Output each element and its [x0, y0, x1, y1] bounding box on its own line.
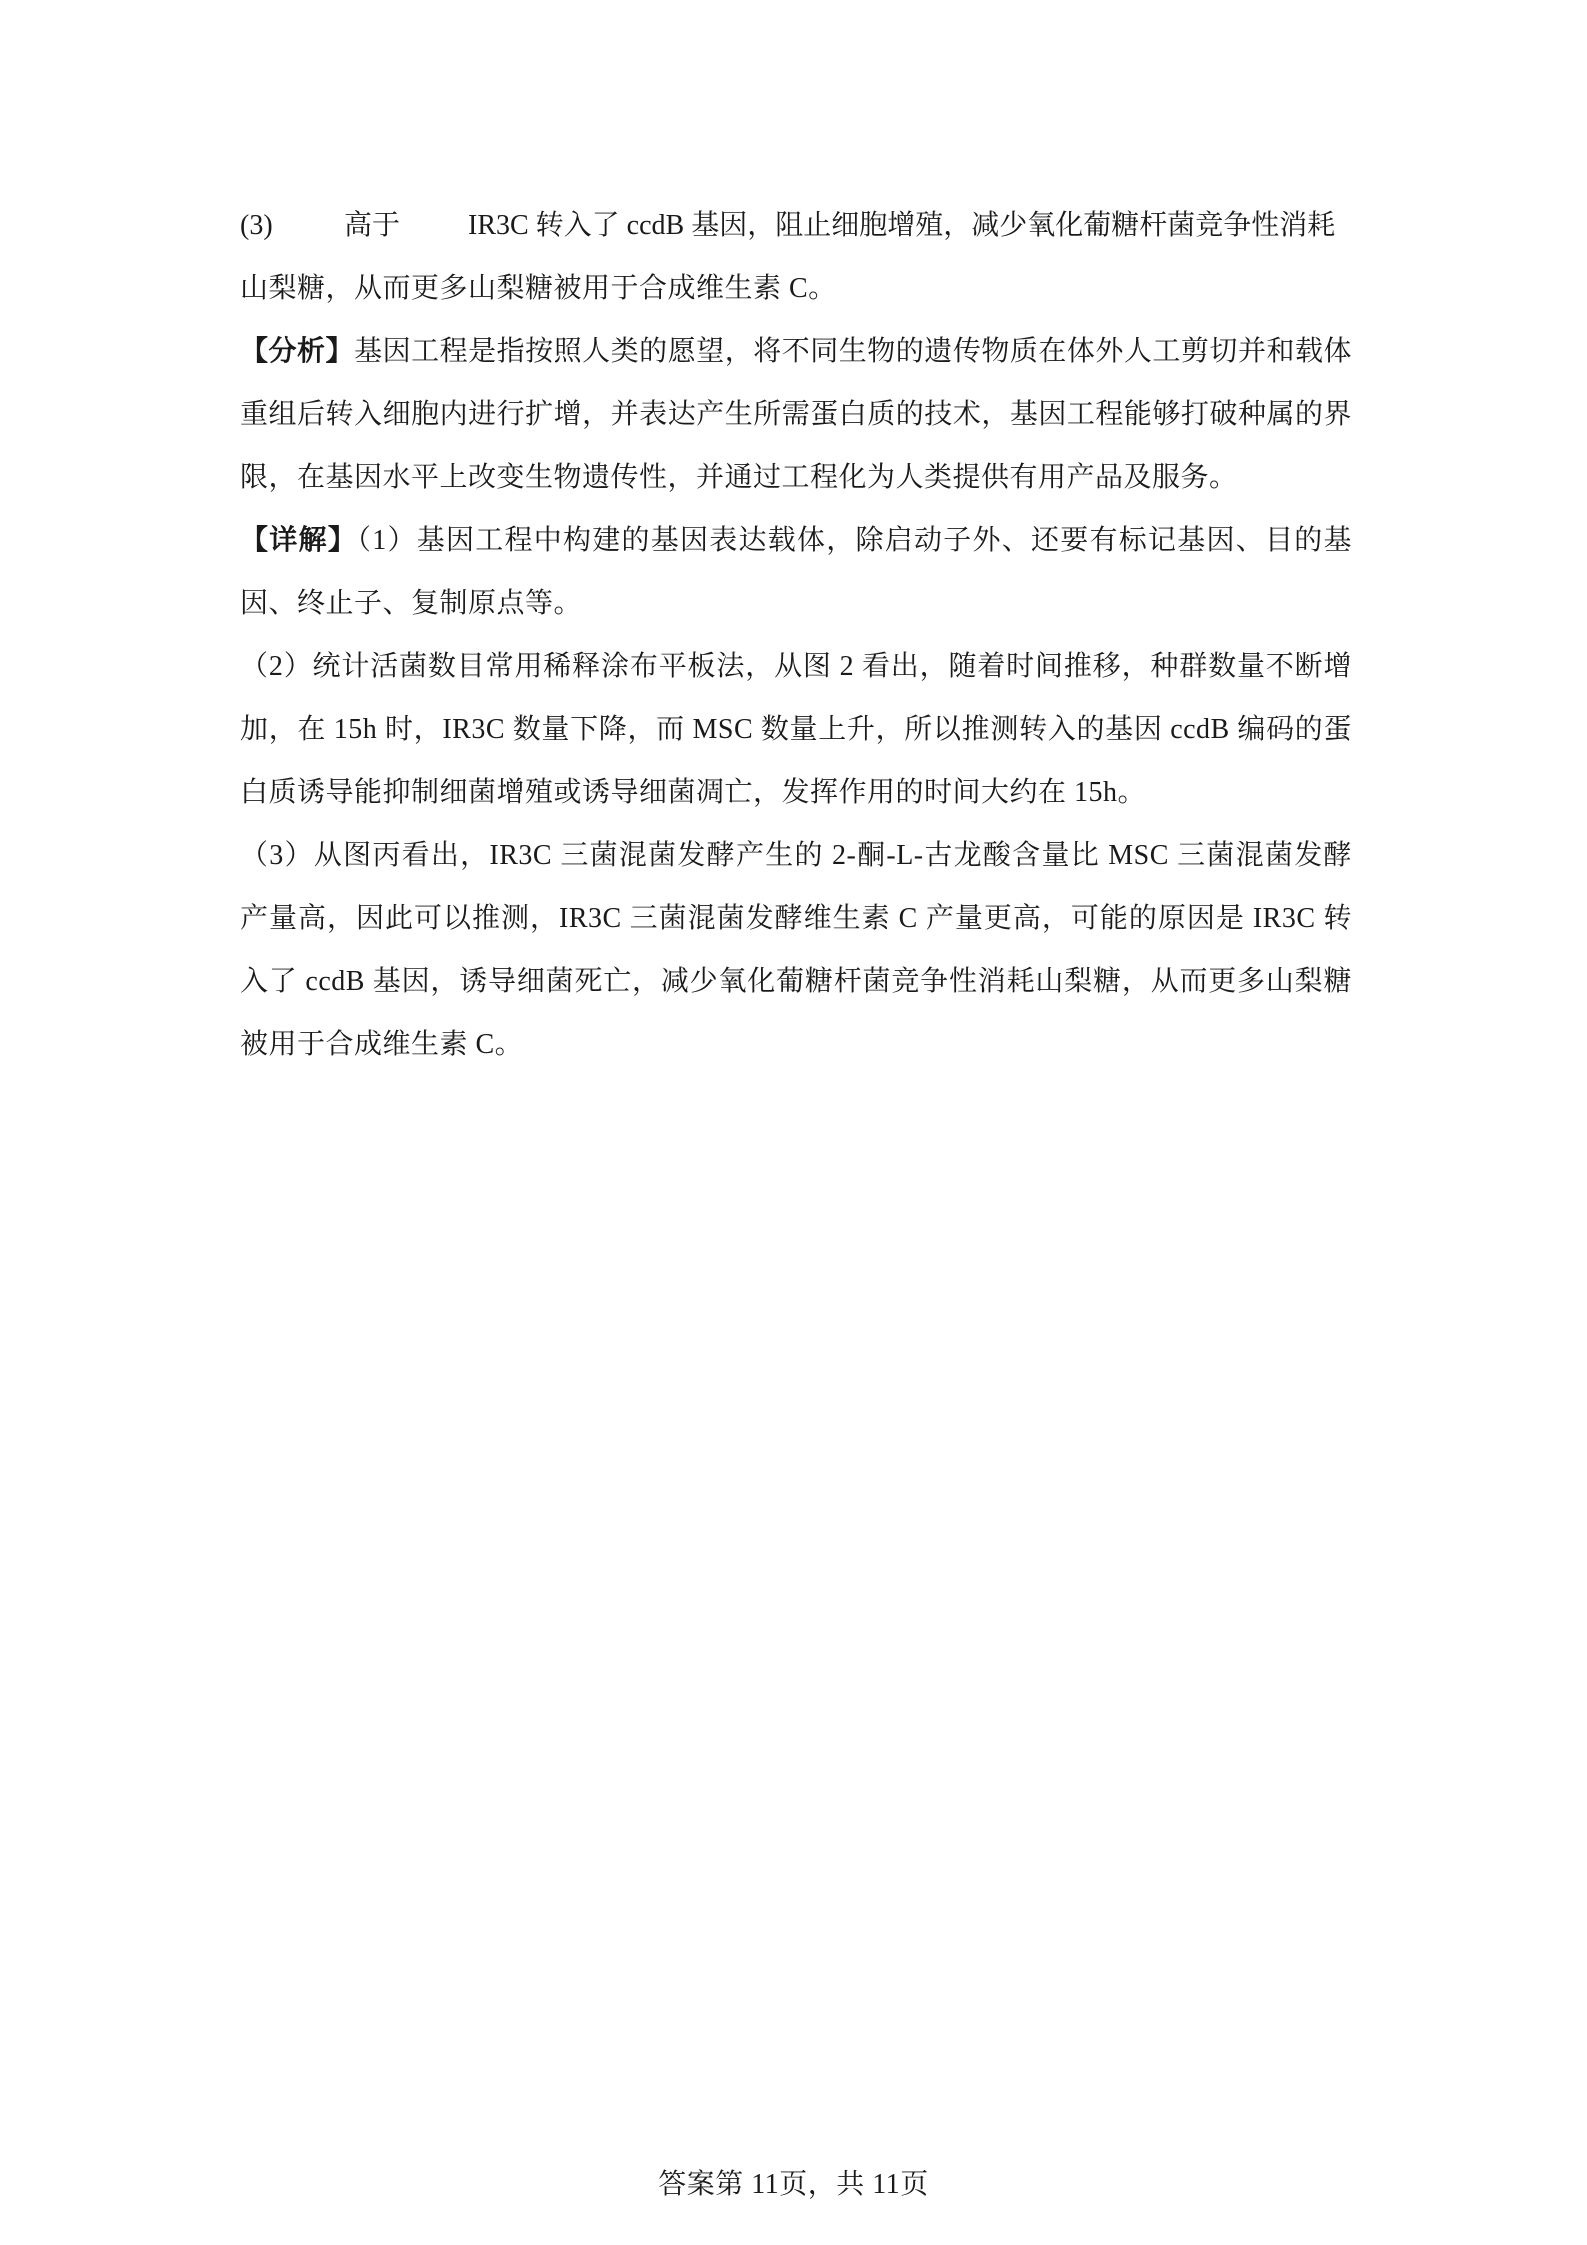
- answer-content: [240, 194, 1352, 1076]
- answer-3-line: [240, 194, 1352, 257]
- analysis-paragraph: [240, 320, 1352, 509]
- answer-blank-reason: IR3C 转入了 ccdB 基因，阻止细胞增殖，减少氧化葡糖杆菌竞争性消耗: [468, 210, 1336, 241]
- detail-paragraph-3: （3）从图丙看出，IR3C 三菌混菌发酵产生的 2-酮-L-古龙酸含量比 MSC 三菌混菌发酵产量高，因此可以推测，IR3C 三菌混菌发酵维生素 C 产量更高，可能的原因是 IR3C 转入了 ccdB 基因，诱导细菌死亡，减少氧化葡糖杆菌竞争性消耗山梨糖，从而更多山梨糖被用于合成维生素 C。: [240, 840, 1352, 1060]
- detail-paragraph-1: [240, 509, 1352, 635]
- answer-reason-continuation: 山梨糖，从而更多山梨糖被用于合成维生素 C。: [240, 273, 837, 304]
- detail-label: 【详解】: [240, 525, 357, 556]
- analysis-text: 基因工程是指按照人类的愿望，将不同生物的遗传物质在体外人工剪切并和载体重组后转入细胞内进行扩增，并表达产生所需蛋白质的技术，基因工程能够打破种属的界限，在基因水平上改变生物遗传性，并通过工程化为人类提供有用产品及服务。: [240, 336, 1352, 493]
- detail-text-1: （1）基因工程中构建的基因表达载体，除启动子外、还要有标记基因、目的基因、终止子、复制原点等。: [240, 525, 1352, 619]
- detail-paragraph-2: （2）统计活菌数目常用稀释涂布平板法，从图 2 看出，随着时间推移，种群数量不断增加，在 15h 时，IR3C 数量下降，而 MSC 数量上升，所以推测转入的基因 ccdB 编码的蛋白质诱导能抑制细菌增殖或诱导细菌凋亡，发挥作用的时间大约在 15h。: [240, 651, 1352, 808]
- answer-blank-high: 高于: [344, 210, 401, 241]
- page-footer: 答案第 11页，共 11页: [658, 2169, 929, 2200]
- analysis-label: 【分析】: [240, 336, 355, 367]
- answer-number: (3): [240, 210, 273, 241]
